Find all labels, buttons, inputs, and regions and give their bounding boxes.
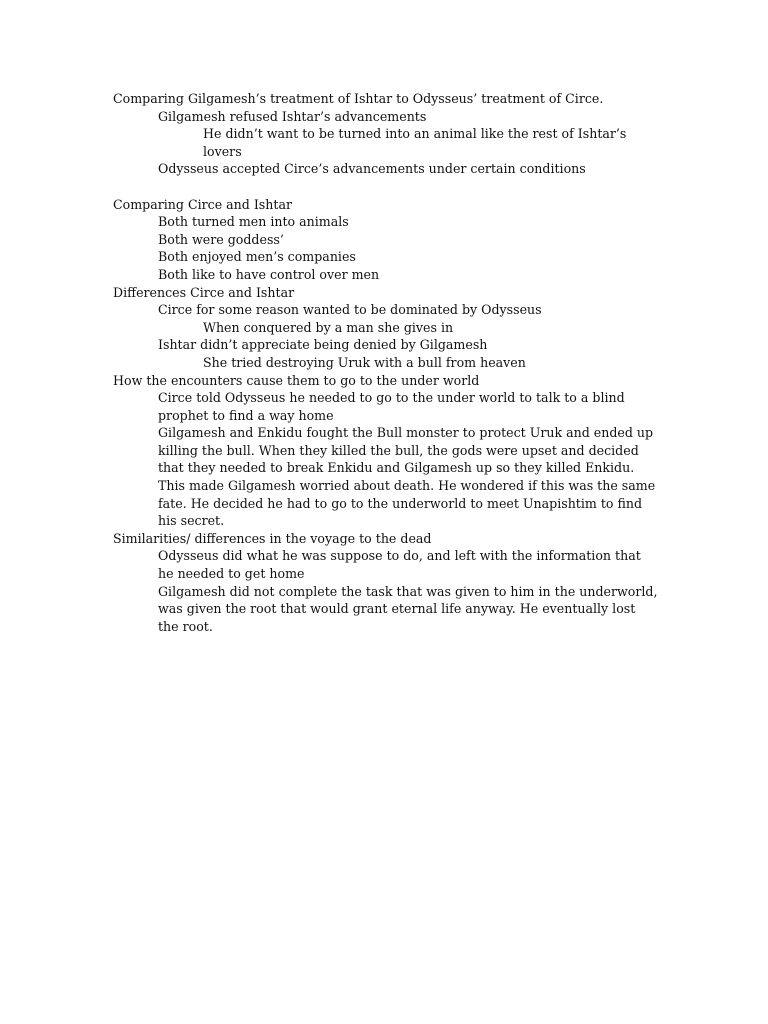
section4-item2: Gilgamesh and Enkidu fought the Bull monster to protect Uruk and ended up killing the bull. When they killed the bull, the gods were upset and decided that they needed to break Enkidu and Gilgamesh up so they killed Enkidu. This made Gilgamesh worried about death. He wondered if this was the same fate. He decided he had to go to the underworld to meet Unapishtim to find his secret. <box>158 425 656 529</box>
section5-item2: Gilgamesh did not complete the task that was given to him in the underworld, was given the root that would grant eternal life anyway. He eventually lost the root. <box>158 583 658 634</box>
section1-item2: Odysseus accepted Circe’s advancements under certain conditions <box>158 161 586 177</box>
section3-item1-sub: When conquered by a man she gives in <box>203 319 454 335</box>
section1-heading: Comparing Gilgamesh’s treatment of Ishtar to Odysseus’ treatment of Circe. <box>113 91 604 106</box>
section3-heading: Differences Circe and Ishtar <box>113 284 295 300</box>
essay-outline <box>113 90 658 635</box>
section3-item2: Ishtar didn’t appreciate being denied by Gilgamesh <box>158 337 488 353</box>
section5-item1: Odysseus did what he was suppose to do, and left with the information that he needed to get home <box>158 548 641 582</box>
section4-heading: How the encounters cause them to go to the under world <box>113 372 480 388</box>
section2-item: Both were goddess’ <box>158 231 284 247</box>
section4-item1: Circe told Odysseus he needed to go to the under world to talk to a blind prophet to find a way home <box>158 390 625 423</box>
section2-item: Both like to have control over men <box>158 266 380 282</box>
blank-line <box>113 178 658 196</box>
section1-item1-sub: He didn’t want to be turned into an animal like the rest of Ishtar’s lovers <box>203 126 627 159</box>
section3-item1: Circe for some reason wanted to be dominated by Odysseus <box>158 302 542 318</box>
section5-heading: Similarities/ differences in the voyage to the dead <box>113 530 432 546</box>
section3-item2-sub: She tried destroying Uruk with a bull from heaven <box>203 354 526 370</box>
section2-heading: Comparing Circe and Ishtar <box>113 196 292 212</box>
section2-item: Both enjoyed men’s companies <box>158 249 356 265</box>
section2-item: Both turned men into animals <box>158 214 349 230</box>
section1-item1: Gilgamesh refused Ishtar’s advancements <box>158 108 427 124</box>
